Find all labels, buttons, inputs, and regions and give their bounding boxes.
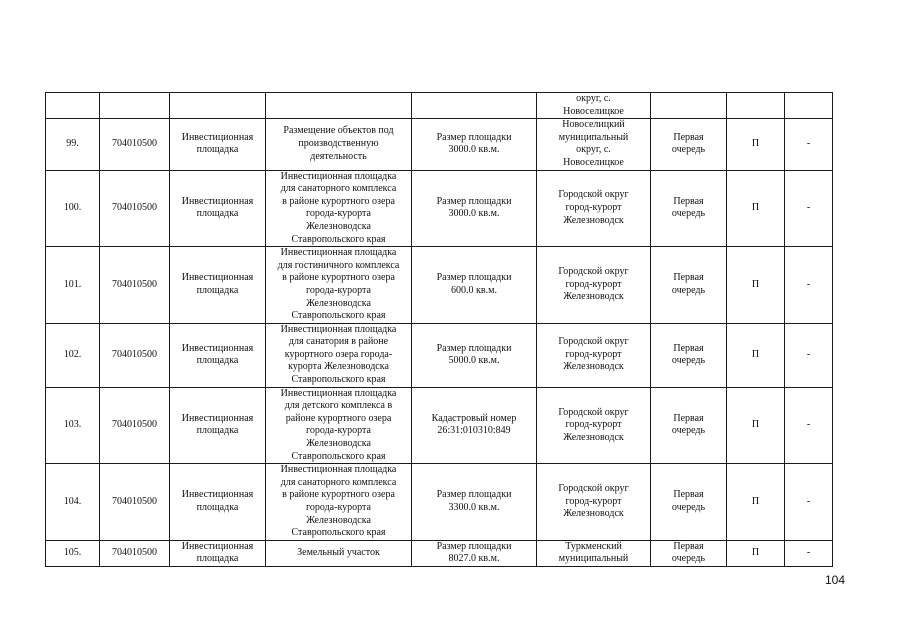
cell-parameters: Размер площадки 600.0 кв.м. — [412, 247, 537, 324]
cell-parameters: Размер площадки 5000.0 кв.м. — [412, 323, 537, 387]
cell-number: 103. — [46, 387, 100, 464]
cell-mark: П — [727, 540, 785, 566]
cell-location: Городской округ город-курорт Железноводск — [537, 387, 651, 464]
registry-table — [45, 92, 833, 567]
cell-number: 105. — [46, 540, 100, 566]
cell-mark: П — [727, 387, 785, 464]
cell-extra: - — [785, 170, 833, 247]
cell-mark: П — [727, 119, 785, 170]
cell-location: Городской округ город-курорт Железноводск — [537, 464, 651, 541]
table-row — [46, 247, 833, 324]
cell-location: Городской округ город-курорт Железноводск — [537, 170, 651, 247]
cell-extra — [785, 93, 833, 119]
cell-location: Новоселицкий муниципальный округ, с. Новоселицкое — [537, 119, 651, 170]
cell-extra: - — [785, 323, 833, 387]
cell-type: Инвестиционная площадка — [170, 540, 266, 566]
cell-code: 704010500 — [100, 247, 170, 324]
cell-number: 99. — [46, 119, 100, 170]
cell-number: 101. — [46, 247, 100, 324]
cell-code — [100, 93, 170, 119]
cell-location: Городской округ город-курорт Железноводск — [537, 323, 651, 387]
cell-priority: Первая очередь — [651, 464, 727, 541]
cell-mark: П — [727, 247, 785, 324]
cell-mark: П — [727, 170, 785, 247]
cell-number: 102. — [46, 323, 100, 387]
table-row — [46, 540, 833, 566]
cell-description: Инвестиционная площадка для санаторного комплекса в районе курортного озера города-курорта Железноводска Ставропольского края — [266, 464, 412, 541]
cell-description: Инвестиционная площадка для гостиничного комплекса в районе курортного озера города-курорта Железноводска Ставропольского края — [266, 247, 412, 324]
table-row — [46, 387, 833, 464]
cell-location: округ, с. Новоселицкое — [537, 93, 651, 119]
cell-extra: - — [785, 119, 833, 170]
cell-parameters: Кадастровый номер 26:31:010310:849 — [412, 387, 537, 464]
cell-location: Туркменский муниципальный — [537, 540, 651, 566]
cell-description: Инвестиционная площадка для санатория в районе курортного озера города- курорта Железноводска Ставропольского края — [266, 323, 412, 387]
cell-priority — [651, 93, 727, 119]
table-row — [46, 170, 833, 247]
cell-description — [266, 93, 412, 119]
cell-code: 704010500 — [100, 387, 170, 464]
cell-number: 100. — [46, 170, 100, 247]
cell-location: Городской округ город-курорт Железноводск — [537, 247, 651, 324]
table-row — [46, 93, 833, 119]
cell-extra: - — [785, 464, 833, 541]
cell-type: Инвестиционная площадка — [170, 387, 266, 464]
cell-priority: Первая очередь — [651, 119, 727, 170]
cell-type — [170, 93, 266, 119]
cell-mark: П — [727, 323, 785, 387]
cell-type: Инвестиционная площадка — [170, 323, 266, 387]
cell-code: 704010500 — [100, 540, 170, 566]
cell-description: Инвестиционная площадка для детского комплекса в районе курортного озера города-курорта Железноводска Ставропольского края — [266, 387, 412, 464]
cell-parameters: Размер площадки 8027.0 кв.м. — [412, 540, 537, 566]
cell-number: 104. — [46, 464, 100, 541]
cell-description: Инвестиционная площадка для санаторного комплекса в районе курортного озера города-курорта Железноводска Ставропольского края — [266, 170, 412, 247]
cell-type: Инвестиционная площадка — [170, 464, 266, 541]
cell-mark — [727, 93, 785, 119]
cell-priority: Первая очередь — [651, 323, 727, 387]
cell-description: Земельный участок — [266, 540, 412, 566]
table-row — [46, 323, 833, 387]
cell-parameters — [412, 93, 537, 119]
cell-type: Инвестиционная площадка — [170, 247, 266, 324]
cell-parameters: Размер площадки 3000.0 кв.м. — [412, 170, 537, 247]
cell-parameters: Размер площадки 3300.0 кв.м. — [412, 464, 537, 541]
cell-priority: Первая очередь — [651, 540, 727, 566]
cell-priority: Первая очередь — [651, 170, 727, 247]
cell-code: 704010500 — [100, 464, 170, 541]
cell-priority: Первая очередь — [651, 247, 727, 324]
cell-code: 704010500 — [100, 323, 170, 387]
cell-code: 704010500 — [100, 170, 170, 247]
cell-description: Размещение объектов под производственную деятельность — [266, 119, 412, 170]
cell-mark: П — [727, 464, 785, 541]
cell-extra: - — [785, 247, 833, 324]
cell-extra: - — [785, 540, 833, 566]
cell-extra: - — [785, 387, 833, 464]
cell-type: Инвестиционная площадка — [170, 119, 266, 170]
cell-priority: Первая очередь — [651, 387, 727, 464]
cell-code: 704010500 — [100, 119, 170, 170]
cell-number — [46, 93, 100, 119]
cell-parameters: Размер площадки 3000.0 кв.м. — [412, 119, 537, 170]
table-row — [46, 464, 833, 541]
table-row — [46, 119, 833, 170]
cell-type: Инвестиционная площадка — [170, 170, 266, 247]
page-number: 104 — [824, 573, 845, 587]
